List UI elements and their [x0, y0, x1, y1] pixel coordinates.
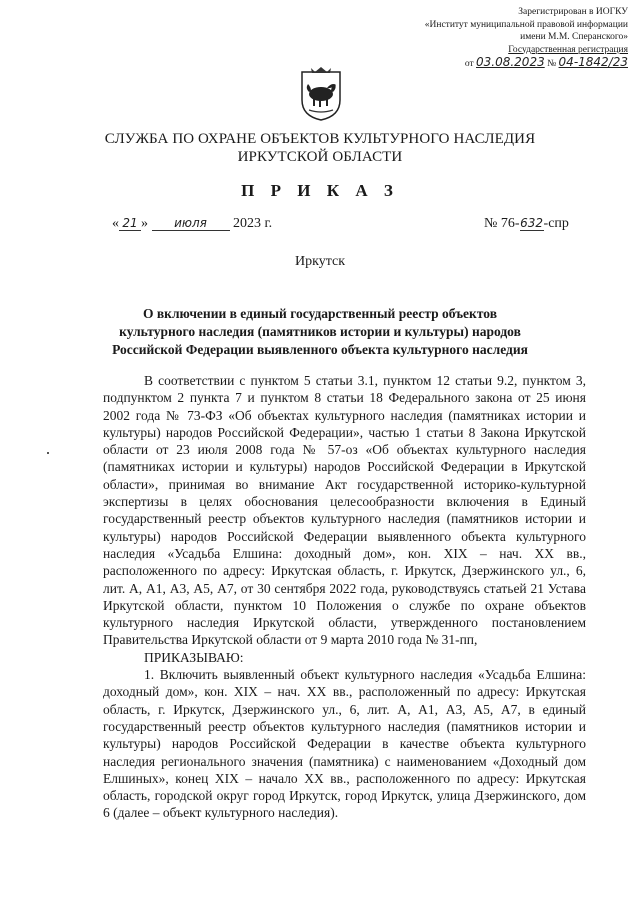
registration-date-value: 03.08.2023 — [476, 55, 545, 69]
registration-date-prefix: от — [464, 59, 474, 69]
date-year: 2023 г. — [233, 216, 273, 231]
registration-number-value: 04-1842/23 — [558, 55, 628, 69]
order-word: ПРИКАЗЫВАЮ: — [144, 649, 244, 665]
registration-line-2: «Институт муниципальной правовой информации — [424, 19, 628, 30]
registration-number-prefix: № — [547, 59, 557, 69]
item-1-paragraph: 1. Включить выявленный объект культурного наследия «Усадьба Елшина: доходный дом», кон. XIX – нач. XX вв., расположенный по адресу: Иркутская область, г. Иркутск, Дзержинского ул., 6, лит. А, А1, А3, А5, А7, в единый государственный реестр объектов культурного наследия (памятников истории и культуры) народов Российской Федерации в качестве объекта культурного наследия регионального значения (памятника) с наименованием «Доходный дом Елшиных», конец XIX – начало XX вв., расположенного по адресу: Иркутская область, городской округ город Иркутск, город Иркутск, улица Дзержинского, дом 6 (далее – объект культурного наследия). — [103, 667, 586, 821]
document-type-title: П Р И К А З — [241, 181, 399, 200]
agency-line-1: СЛУЖБА ПО ОХРАНЕ ОБЪЕКТОВ КУЛЬТУРНОГО НАСЛЕДИЯ — [104, 131, 536, 147]
margin-mark — [47, 452, 49, 454]
date-close-quote: » — [141, 216, 148, 231]
registration-line-4: Государственная регистрация — [508, 44, 628, 55]
irkutsk-coat-of-arms-icon — [299, 66, 343, 122]
order-number — [484, 216, 569, 232]
registration-line-3: имени М.М. Сперанского» — [520, 32, 628, 42]
number-suffix: -спр — [543, 216, 569, 231]
registration-date-number — [380, 56, 628, 71]
date-open-quote: « — [112, 216, 119, 231]
preamble-paragraph: В соответствии с пунктом 5 статьи 3.1, пунктом 12 статьи 9.2, пунктом 3, подпунктом 2 пункта 7 и пунктом 8 статьи 18 Федерального закона от 25 июня 2002 года № 73-ФЗ «Об объектах культурного наследия (памятниках истории и культуры) народов Российской Федерации», частью 1 статьи 8 Закона Иркутской области от 23 июля 2008 года № 57-оз «Об объектах культурного наследия (памятниках истории и культуры) народов Российской Федерации в Иркутской области», принимая во внимание Акт государственной историко-культурной экспертизы в целях обоснования целесообразности включения в Единый государственный реестр объектов культурного наследия (памятников истории и культуры) народов Российской Федерации выявленного объекта культурного наследия «Усадьба Елшина: доходный дом», кон. XIX – нач. XX вв., расположенного по адресу: Иркутская область, г. Иркутск, Дзержинского ул., 6, лит. А, А1, А3, А5, А7, от 30 сентября 2022 года, руководствуясь статьей 21 Устава Иркутской области, пунктом 10 Положения о службе по охране объектов культурного наследия Иркутской области, утвержденного постановлением Правительства Иркутской области от 9 марта 2010 года № 31-пп, — [103, 373, 586, 648]
city-name: Иркутск — [294, 254, 346, 269]
order-date — [112, 216, 272, 232]
order-heading: О включении в единый государственный реестр объектов культурного наследия (памятников истории и культуры) народов Российской Федерации выявленного объекта культурного наследия — [112, 306, 528, 357]
number-value: 632 — [520, 216, 543, 230]
order-body — [103, 372, 586, 822]
agency-line-2: ИРКУТСКОЙ ОБЛАСТИ — [237, 149, 403, 165]
registration-stamp — [380, 6, 628, 71]
date-day: 21 — [119, 216, 141, 231]
number-prefix: № 76- — [484, 216, 520, 231]
agency-name — [0, 130, 640, 166]
date-month: июля — [152, 216, 230, 231]
registration-line-1: Зарегистрирован в ИОГКУ — [518, 7, 628, 17]
